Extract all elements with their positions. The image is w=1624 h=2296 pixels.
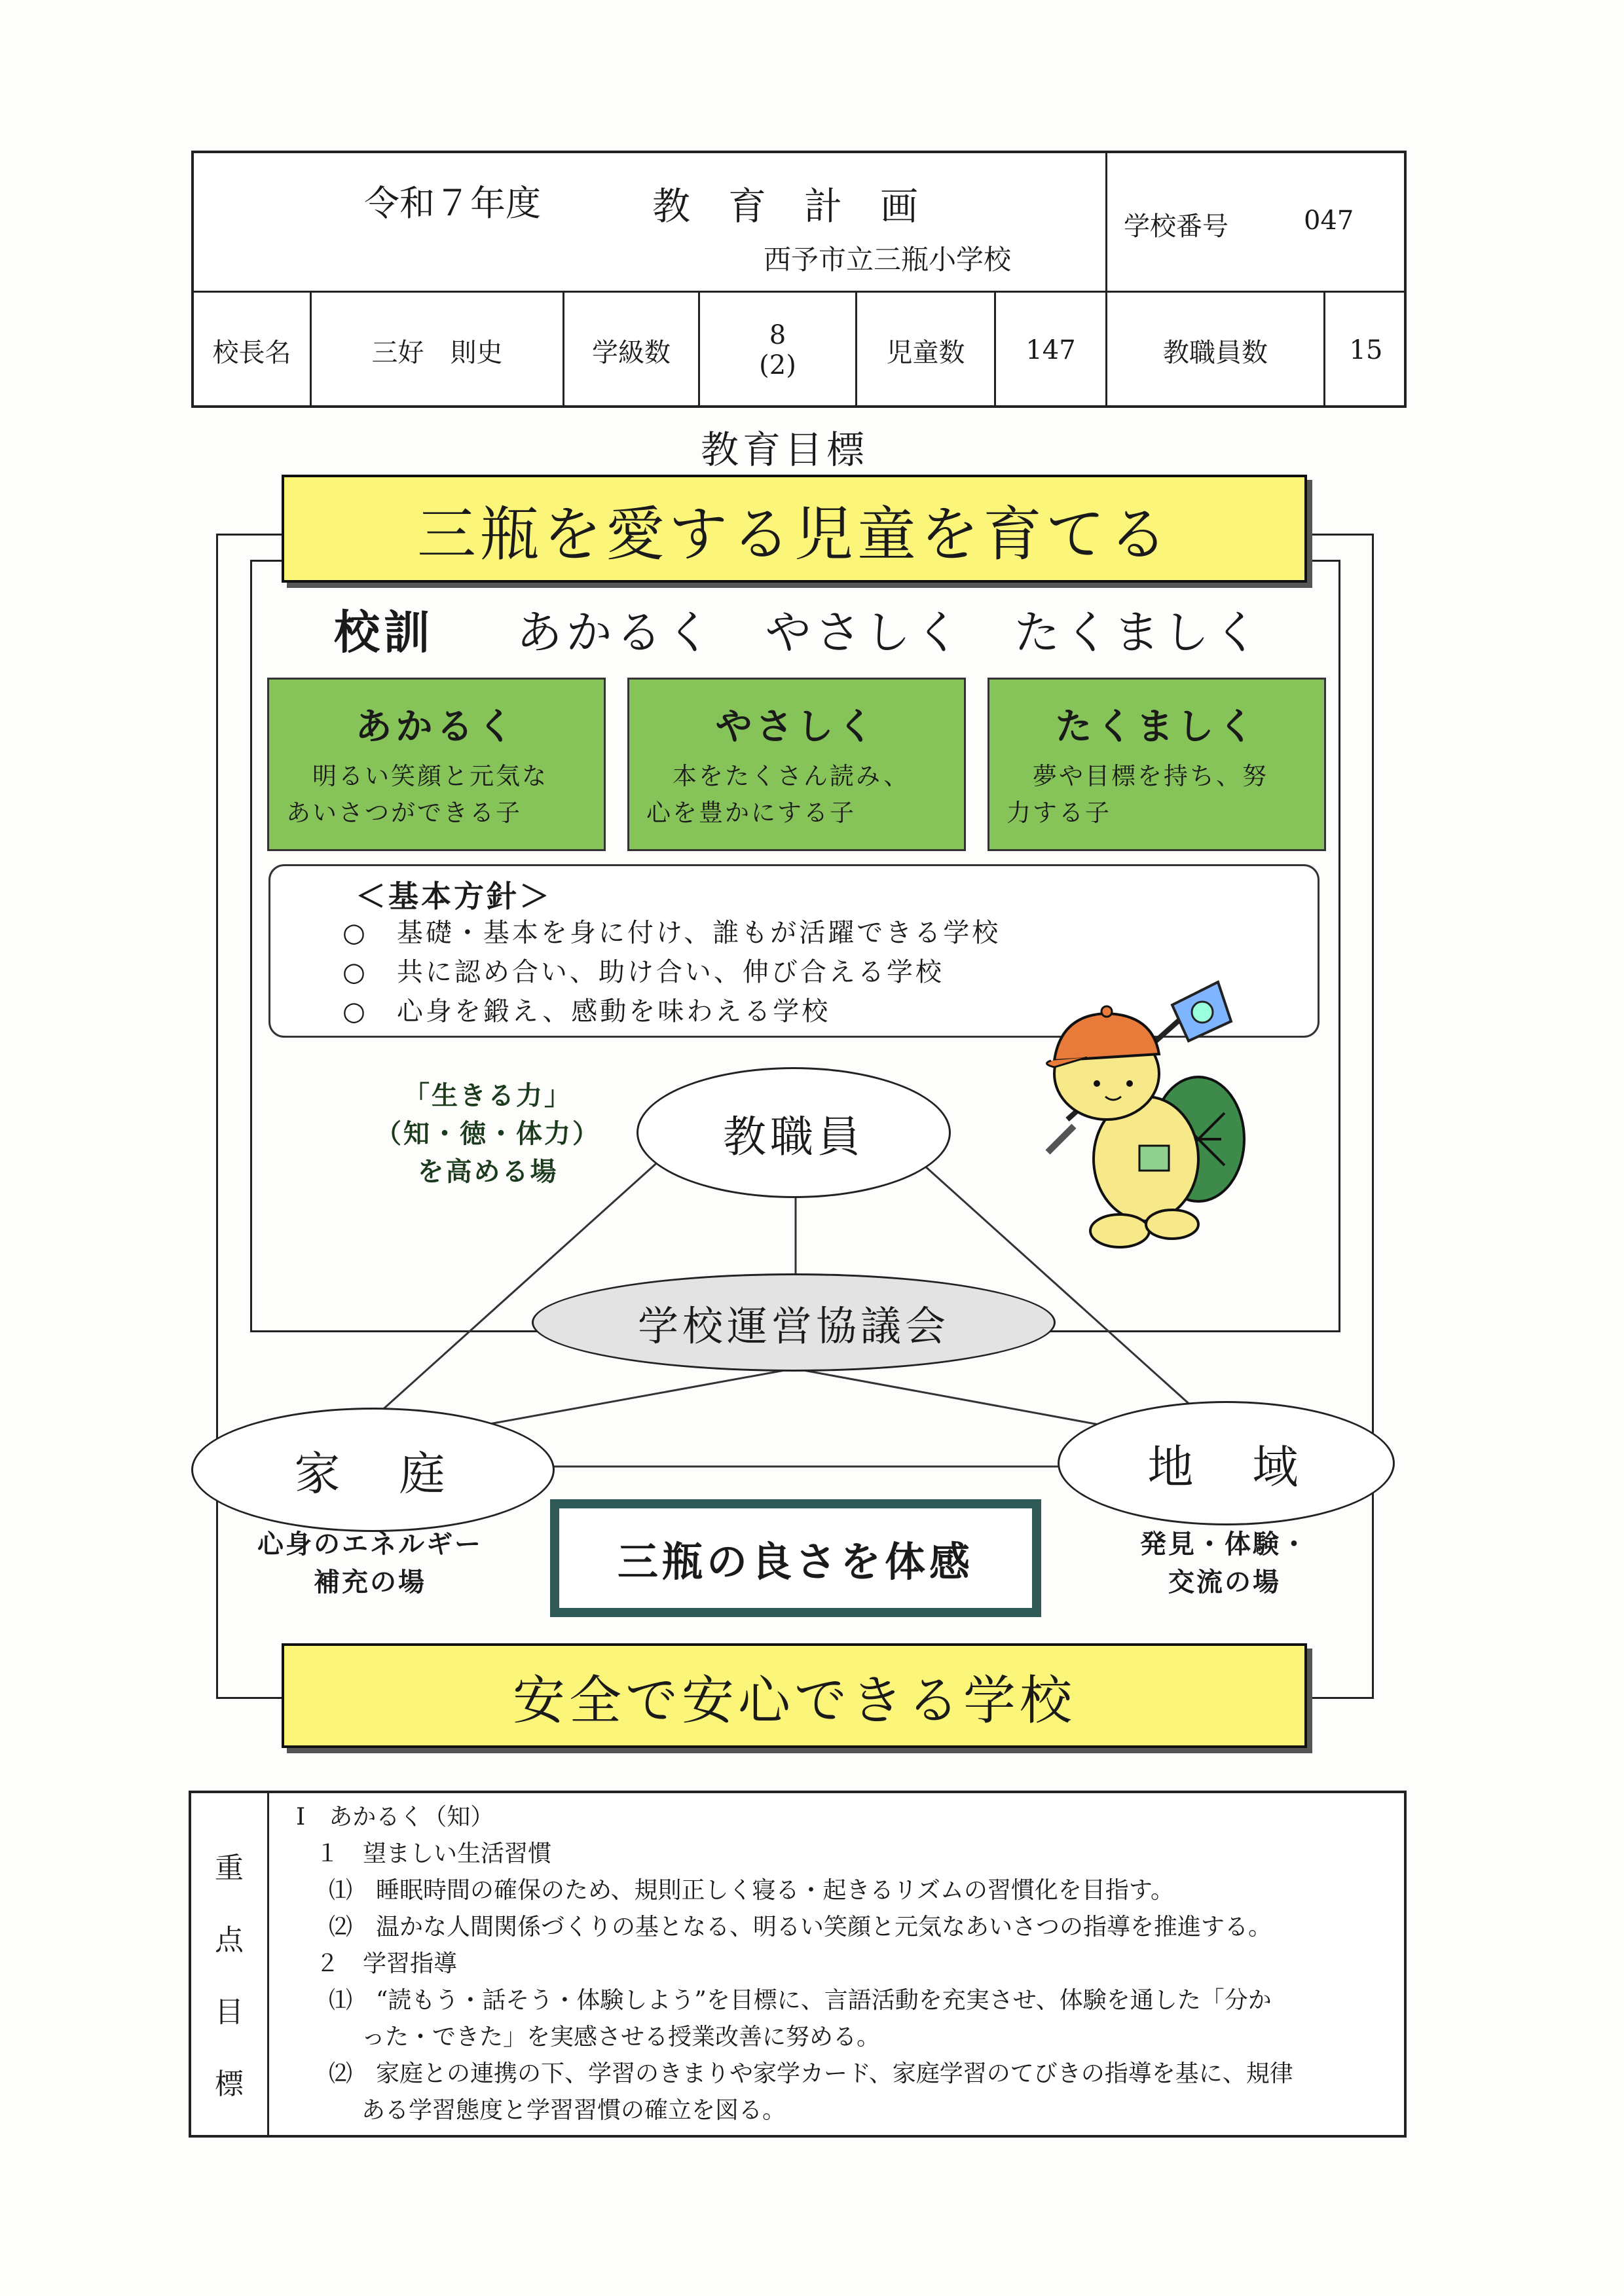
- virtue-desc-line: あいさつができる子: [286, 799, 522, 827]
- community-caption: [1087, 1525, 1362, 1601]
- staff-value: 15: [1349, 335, 1383, 365]
- feel-sanbe-label: 三瓶の良さを体感: [617, 1537, 974, 1586]
- virtue-desc-line: 明るい笑顔と元気な: [286, 762, 548, 790]
- policy-title: ＜基本方針＞: [356, 879, 552, 914]
- year-title: 令和７年度: [364, 183, 541, 224]
- focus-line: ⑴ “読もう・話そう・体験しよう”を目標に、言語活動を充実させ、体験を通した「分か: [329, 1987, 1272, 2014]
- policy-item: ○ 心身を鍛え、感動を味わえる学校: [342, 996, 831, 1027]
- principal-name: 三好 則史: [371, 337, 503, 368]
- virtue-title: やさしく: [715, 706, 878, 748]
- feel-sanbe-box: [550, 1499, 1041, 1617]
- focus-label-char: 標: [215, 2068, 244, 2101]
- caption-line: 交流の場: [1168, 1567, 1281, 1597]
- focus-col-divider: [267, 1793, 269, 2135]
- caption-line: 心身のエネルギー: [257, 1529, 483, 1559]
- principal-label: 校長名: [212, 337, 291, 368]
- turtle-mascot-icon: [1035, 943, 1251, 1264]
- staff-label: 教職員: [723, 1111, 864, 1162]
- focus-line: １ 望ましい生活習慣: [316, 1840, 552, 1867]
- home-node: [191, 1408, 555, 1532]
- community-label: 地 域: [1147, 1440, 1305, 1494]
- focus-label-char: 重: [215, 1851, 244, 1885]
- virtue-desc-line: 夢や目標を持ち、努: [1006, 762, 1268, 790]
- virtue-title: あかるく: [355, 706, 518, 748]
- plan-title: 教 育 計 画: [652, 184, 919, 228]
- staff-node: [637, 1067, 951, 1198]
- focus-line: ⑵ 家庭との連携の下、学習のきまりや家学カード、家庭学習のてびきの指導を基に、規律: [329, 2060, 1293, 2087]
- classes-sub: (2): [759, 350, 796, 380]
- goal-heading: 教育目標: [701, 428, 869, 472]
- caption-line: 「生きる力」: [403, 1081, 572, 1111]
- focus-line: った・できた」を実感させる授業改善に努める。: [361, 2024, 881, 2050]
- focus-line: ⑴ 睡眠時間の確保のため、規則正しく寝る・起きるリズムの習慣化を目指す。: [329, 1877, 1174, 1904]
- focus-line: ある学習態度と学習習慣の確立を図る。: [361, 2097, 786, 2124]
- main-goal-banner: 三瓶を愛する児童を育てる: [282, 475, 1307, 583]
- classes-value: 8: [769, 320, 786, 350]
- home-label: 家 庭: [294, 1446, 452, 1501]
- virtue-desc-line: 本をたくさん読み、: [646, 762, 910, 790]
- classes-label: 学級数: [592, 337, 671, 368]
- students-value: 147: [1025, 335, 1076, 365]
- focus-line: ２ 学習指導: [316, 1950, 458, 1977]
- focus-goals-table: [189, 1791, 1407, 2138]
- students-label: 児童数: [886, 337, 965, 368]
- policy-item: ○ 共に認め合い、助け合い、伸び合える学校: [342, 957, 944, 987]
- caption-line: を高める場: [417, 1157, 559, 1187]
- motto-label: 校訓: [334, 606, 434, 659]
- focus-line: ⑵ 温かな人間関係づくりの基となる、明るい笑顔と元気なあいさつの指導を推進する。: [329, 1914, 1272, 1941]
- virtue-desc-line: 力する子: [1006, 799, 1111, 827]
- caption-line: 補充の場: [314, 1567, 426, 1597]
- focus-line: Ⅰ あかるく（知）: [296, 1804, 494, 1831]
- motto-text: あかるく やさしく たくましく: [516, 606, 1263, 659]
- school-name: 西予市立三瓶小学校: [764, 244, 1012, 276]
- school-no: 047: [1304, 206, 1354, 236]
- virtue-desc-line: 心を豊かにする子: [646, 799, 856, 827]
- staff-label: 教職員数: [1163, 337, 1268, 368]
- council-label: 学校運営協議会: [637, 1302, 950, 1350]
- policy-item: ○ 基礎・基本を身に付け、誰もが活躍できる学校: [342, 918, 1001, 948]
- caption-line: （知・徳・体力）: [375, 1119, 600, 1149]
- focus-label-char: 点: [215, 1923, 244, 1957]
- focus-label-char: 目: [215, 1995, 244, 2029]
- caption-line: 発見・体験・: [1140, 1529, 1309, 1559]
- power-caption: [357, 1077, 619, 1191]
- safety-goal-banner: 安全で安心できる学校: [282, 1643, 1307, 1748]
- council-node: [532, 1273, 1056, 1372]
- focus-label: [191, 1832, 267, 2121]
- community-node: [1058, 1401, 1395, 1525]
- virtue-title: たくましく: [1055, 706, 1259, 748]
- school-no-label: 学校番号: [1124, 211, 1228, 242]
- home-caption: [223, 1525, 517, 1601]
